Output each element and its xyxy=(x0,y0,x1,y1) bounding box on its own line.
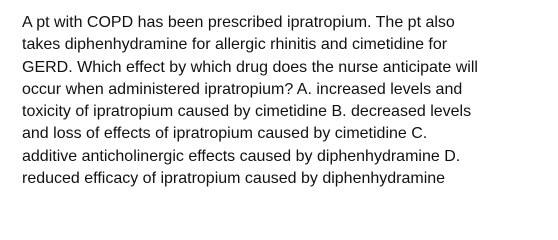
question-line: reduced efficacy of ipratropium caused by diphenhydramine xyxy=(22,170,446,188)
question-line: A pt with COPD has been prescribed ipratropium. The pt also xyxy=(22,14,455,31)
question-line: GERD. Which effect by which drug does the nurse anticipate will xyxy=(22,58,478,76)
question-line: and loss of effects of ipratropium caused by cimetidine C. xyxy=(22,125,428,143)
question-line: occur when administered ipratropium? A. increased levels and xyxy=(22,80,463,98)
question-line: additive anticholinergic effects caused by diphenhydramine D. xyxy=(22,147,461,165)
question-line: takes diphenhydramine for allergic rhinitis and cimetidine for xyxy=(22,36,448,54)
question-text xyxy=(22,12,552,190)
question-line: toxicity of ipratropium caused by cimetidine B. decreased levels xyxy=(22,103,472,121)
